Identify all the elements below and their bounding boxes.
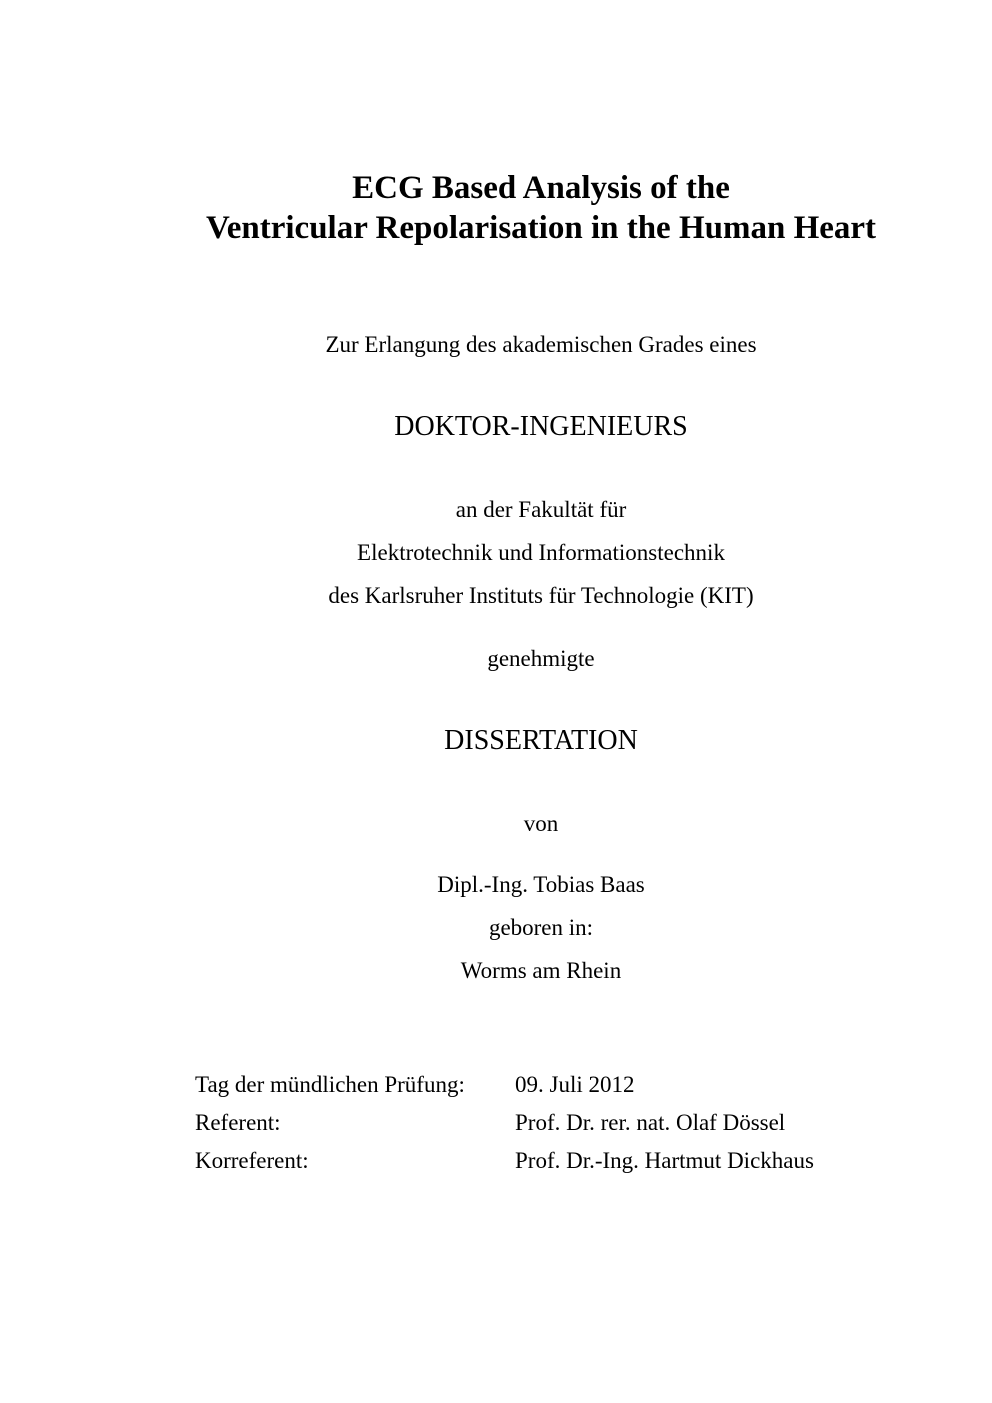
approved-text: genehmigte — [487, 646, 595, 671]
intro-text: Zur Erlangung des akademischen Grades eines — [325, 332, 757, 357]
faculty-line-2: Elektrotechnik und Informationstechnik — [357, 540, 725, 565]
by-text: von — [523, 811, 559, 836]
title-line-1: ECG Based Analysis of the — [352, 170, 730, 206]
faculty-line-3: des Karlsruher Instituts für Technologie (KIT) — [328, 583, 754, 608]
author-name: Dipl.-Ing. Tobias Baas — [437, 872, 645, 897]
born-label: geboren in: — [488, 915, 594, 940]
referee-label: Referent: — [195, 1110, 281, 1135]
degree-heading: DOKTOR-INGENIEURS — [394, 411, 688, 442]
co-referee-label: Korreferent: — [195, 1148, 309, 1173]
exam-date-label: Tag der mündlichen Prüfung: — [195, 1072, 465, 1097]
co-referee-value: Prof. Dr.-Ing. Hartmut Dickhaus — [515, 1148, 814, 1173]
faculty-line-1: an der Fakultät für — [455, 497, 627, 522]
title-line-2: Ventricular Repolarisation in the Human Heart — [205, 210, 877, 246]
document-type-heading: DISSERTATION — [444, 725, 638, 756]
exam-date-value: 09. Juli 2012 — [515, 1072, 635, 1097]
birthplace: Worms am Rhein — [460, 958, 622, 983]
referee-value: Prof. Dr. rer. nat. Olaf Dössel — [515, 1110, 786, 1135]
